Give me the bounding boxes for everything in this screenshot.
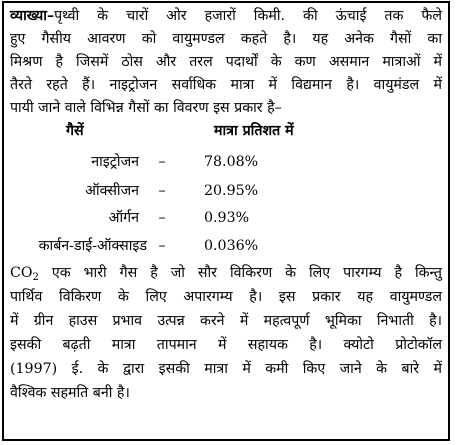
- gas-name: कार्बन-डाई-ऑक्साइड: [38, 238, 147, 254]
- table-row: [4, 235, 444, 257]
- paragraph2-text: एक भारी गैस है जो सौर विकिरण के लिए पारगम्य है किन्तु: [38, 265, 442, 281]
- gas-value: 78.08%: [204, 154, 259, 170]
- paragraph2-line-3: में ग्रीन हाउस प्रभाव उत्पन्न करने में महत्वपूर्ण भूमिका निभाती है।: [10, 313, 442, 329]
- paragraph2-line-4: इसकी बढ़ती मात्रा तापमान में सहायक है। क्योटो प्रोटोकॉल: [10, 337, 442, 353]
- table-row: [4, 180, 444, 202]
- paragraph2-line-6: वैश्विक सहमति बनी है।: [10, 385, 130, 401]
- gas-name: ऑर्गन: [108, 210, 139, 226]
- gas-name: नाइट्रोजन: [91, 154, 139, 170]
- paragraph2-line-5: (1997) ई. के द्वारा इसकी मात्रा में कमी किए जाने के बारे में: [10, 361, 442, 377]
- gas-name: ऑक्सीजन: [85, 183, 139, 199]
- paragraph2-line-2: पार्थिव विकिरण के लिए अपारगम्य है। इस प्रकार यह वायुमण्डल: [10, 289, 442, 305]
- co2-prefix: CO: [10, 265, 33, 281]
- gas-dash: –: [158, 154, 166, 170]
- explanation-heading: व्याख्या–: [10, 8, 55, 24]
- paragraph1-line-1: [10, 5, 442, 27]
- table-row: [4, 151, 444, 173]
- table-header-amount: मात्रा प्रतिशत में: [214, 123, 294, 139]
- table-header-row: [4, 120, 444, 142]
- content-box: [2, 1, 450, 441]
- gas-dash: –: [158, 238, 166, 254]
- paragraph1-line-2: हुए गैसीय आवरण को वायुमण्डल कहते है। यह अनेक गैसों का: [10, 31, 442, 47]
- gas-dash: –: [158, 183, 166, 199]
- paragraph2-line-1: [10, 262, 442, 284]
- paragraph1-line-3: मिश्रण है जिसमें ठोस और तरल पदार्थों के कण असमान मात्राओं में: [10, 54, 442, 70]
- gas-dash: –: [158, 210, 166, 226]
- gas-value: 20.95%: [204, 183, 259, 199]
- table-header-gas: गैसें: [66, 123, 84, 139]
- gas-value: 0.036%: [204, 238, 259, 254]
- gas-value: 0.93%: [204, 210, 250, 226]
- paragraph1-line-5: पायी जाने वाले विभिन्न गैसों का विवरण इस प्रकार है–: [10, 100, 282, 116]
- co2-formula: [10, 265, 39, 281]
- paragraph1-text: पृथ्वी के चारों ओर हजारों किमी. की ऊंचाई तक फैले: [54, 8, 442, 24]
- paragraph1-line-4: तैरते रहते हैं। नाइट्रोजन सर्वाधिक मात्रा में विद्यमान है। वायुमंडल में: [10, 77, 442, 93]
- co2-subscript: 2: [32, 272, 39, 283]
- table-row: [4, 207, 444, 229]
